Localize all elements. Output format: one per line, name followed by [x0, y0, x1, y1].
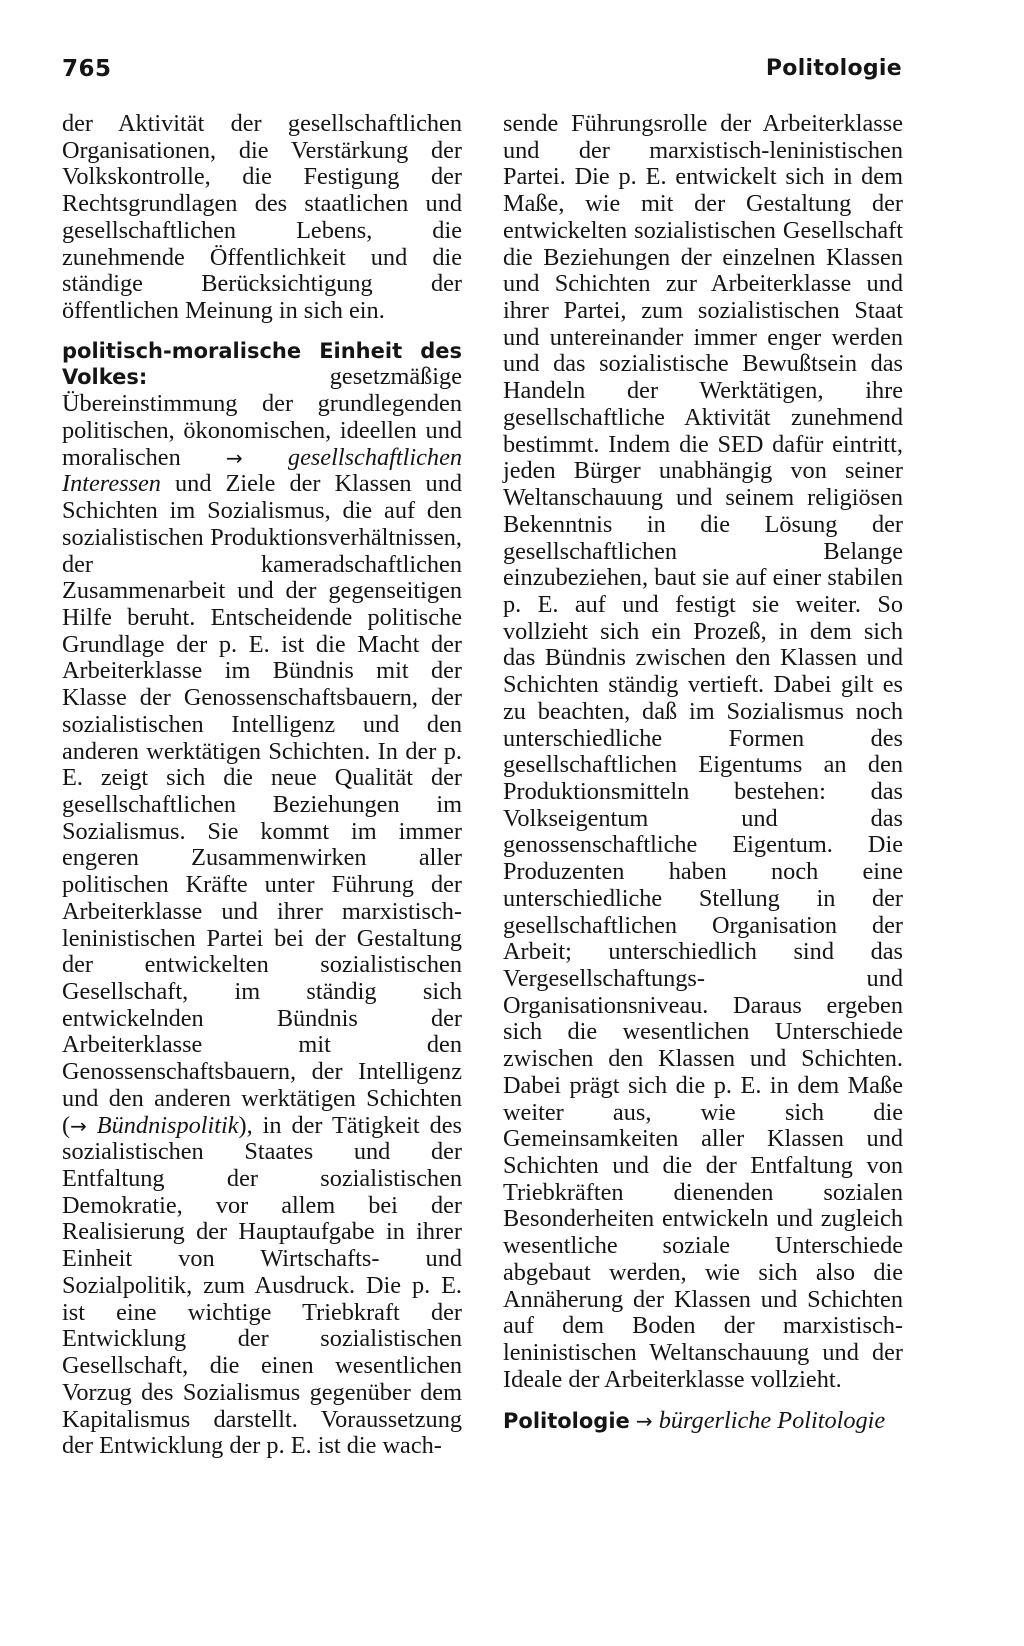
left-column [62, 111, 462, 1460]
cross-reference-link[interactable]: bürgerliche Politologie [658, 1406, 886, 1434]
cross-reference-arrow-icon: → [70, 1113, 87, 1138]
continuation-paragraph: der Aktivität der gesellschaftlichen Organisationen, die Verstärkung der Volkskontrolle, die Festigung der Rechtsgrundlagen des staatlichen und gesellschaftlichen Lebens, die zunehmende Öffentlichkeit und die ständige Berücksichtigung der öffentlichen Meinung in sich ein. [62, 110, 462, 325]
cross-reference-arrow-icon: → [225, 445, 243, 470]
continuation-paragraph: sende Führungsrolle der Arbeiterklasse und der marxistisch-leninistischen Partei. Die p. E. entwickelt sich in dem Maße, wie mit der Gestaltung der entwickelten sozialistischen Gesellschaft die Beziehungen der einzelnen Klassen und Schichten zur Arbeiterklasse und ihrer Partei, zum sozialistischen Staat und untereinander immer enger werden und das sozialistische Bewußtsein das Handeln der Werktätigen, ihre gesellschaftliche Aktivität zunehmend bestimmt. Indem die SED dafür eintritt, jeden Bürger unabhängig von seiner Weltanschauung und seinem religiösen Bekenntnis in die Lösung der gesellschaftlichen Belange einzubeziehen, baut sie auf einer stabilen p. E. auf und festigt sie weiter. So vollzieht sich ein Prozeß, in dem sich das Bündnis zwischen den Klassen und Schichten ständig vertieft. Dabei gilt es zu beachten, daß im Sozialismus noch unterschiedliche Formen des gesellschaftlichen Eigentums an den Produktionsmitteln bestehen: das Volkseigentum und das genossenschaftliche Eigentum. Die Produzenten haben noch eine unterschiedliche Stellung in der gesellschaftlichen Organisation der Arbeit; unterschiedlich sind das Vergesellschaftungs- und Organisationsniveau. Daraus ergeben sich die wesentlichen Unterschiede zwischen den Klassen und Schichten. Dabei prägt sich die p. E. in dem Maße weiter aus, wie sich die Gemeinsamkeiten aller Klassen und Schichten und die der Entfaltung von Triebkräften dienenden sozialen Besonderheiten entwickeln und zugleich wesentliche soziale Unterschiede abgebaut werden, wie sich also die Annäherung der Klassen und Schichten auf dem Boden der marxistisch-leninistischen Weltanschauung und der Ideale der Arbeiterklasse vollzieht. [503, 110, 903, 1393]
cross-reference-arrow-icon: → [635, 1408, 653, 1433]
entry-headword: politisch-moralische Einheit des Volkes: [62, 338, 462, 390]
entry-text: ), in der Tätigkeit des sozialistischen Staates und der Entfaltung der sozialistischen Demokratie, vor allem bei der Realisierung der Hauptaufgabe in ihrer Einheit von Wirtschafts- und Sozialpolitik, zum Ausdruck. Die p. E. ist eine wichtige Triebkraft der Entwicklung der sozialistischen Gesellschaft, die einen wesentlichen Vorzug des Sozialismus gegenüber dem Kapitalismus darstellt. Voraussetzung der Entwicklung der p. E. ist die wach- [62, 1111, 462, 1460]
entry-political-moral-unity [62, 338, 462, 1460]
cross-reference-link[interactable]: gesellschaftlichen Interessen [62, 443, 462, 498]
entry-text: und Ziele der Klassen und Schichten im Sozialismus, die auf den sozialistischen Produktionsverhältnissen, der kameradschaftlichen Zusammenarbeit und der gegenseitigen Hilfe beruht. Entscheidende politische Grundlage der p. E. ist die Macht der Arbeiterklasse im Bündnis mit der Klasse der Genossenschaftsbauern, der sozialistischen Intelligenz und den anderen werktätigen Schichten. In der p. E. zeigt sich die neue Qualität der gesellschaftlichen Beziehungen im Sozialismus. Sie kommt im immer engeren Zusammenwirken aller politischen Kräfte unter Führung der Arbeiterklasse und ihrer marxistisch-leninistischen Partei bei der Gestaltung der entwickelten sozialistischen Gesellschaft, im ständig sich entwickelnden Bündnis der Arbeiterklasse mit den Genossenschaftsbauern, der Intelligenz und den anderen werktätigen Schichten ( [62, 470, 463, 1139]
entry-text: gesetzmäßige Übereinstimmung der grundlegenden politischen, ökonomischen, ideellen und moralischen [62, 363, 462, 471]
cross-reference-link[interactable]: Bündnispolitik [96, 1111, 239, 1139]
entry-politologie [503, 1408, 903, 1435]
right-column [503, 111, 903, 1434]
entry-headword: Politologie [503, 1408, 630, 1433]
running-head: Politologie [765, 56, 902, 81]
page-number: 765 [62, 56, 112, 82]
